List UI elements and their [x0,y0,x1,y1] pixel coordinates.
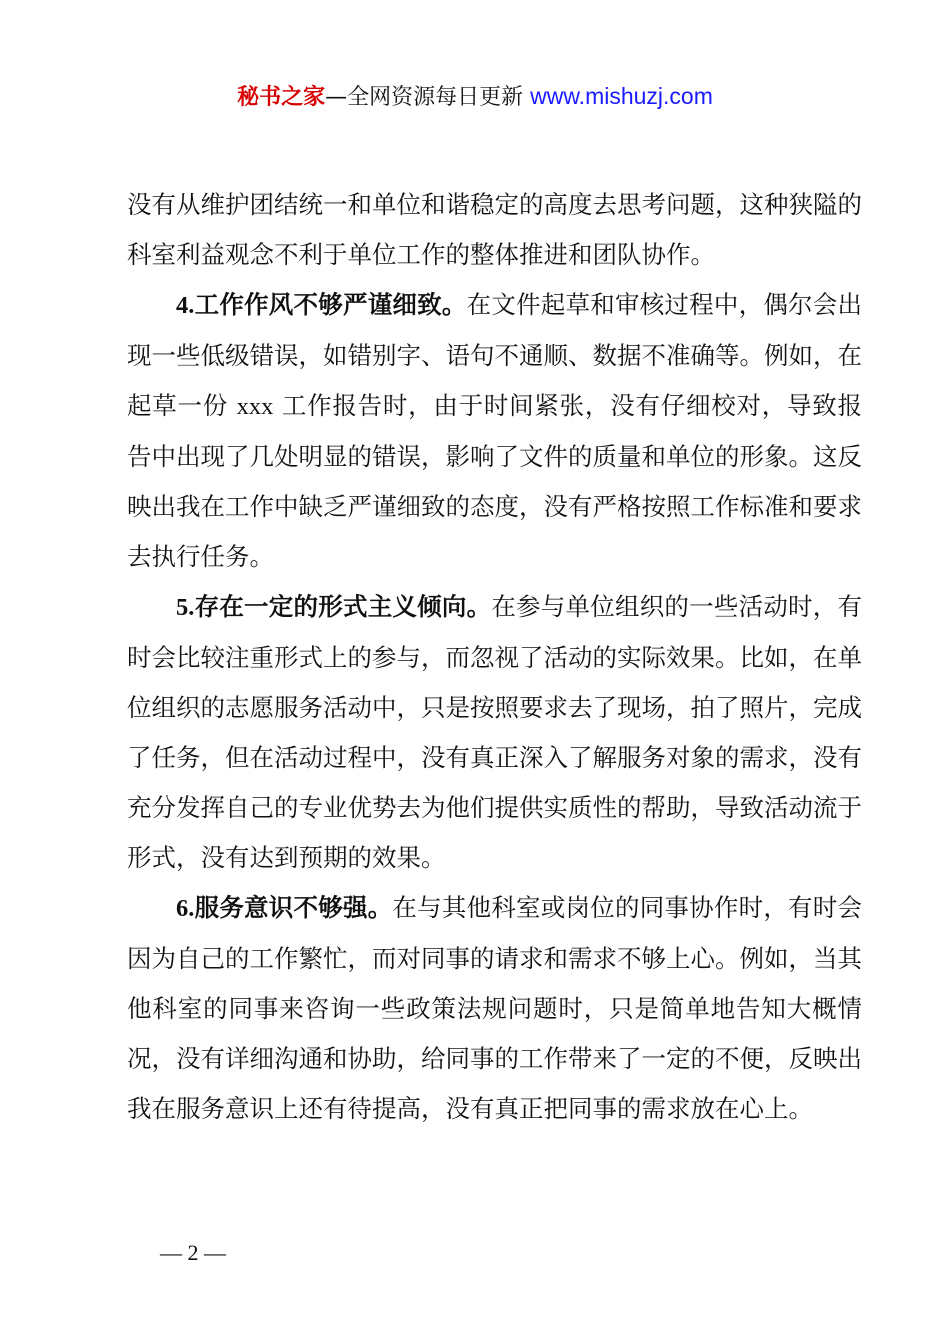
item-heading: 服务意识不够强。 [194,893,393,922]
paragraph-item-5 [127,582,862,883]
brand-name: 秘书之家 [237,85,326,110]
paragraph-text: 没有从维护团结统一和单位和谐稳定的高度去思考问题，这种狭隘的科室利益观念不利于单位工作的整体推进和团队协作。 [127,190,862,269]
paragraph-text: 在参与单位组织的一些活动时，有时会比较注重形式上的参与，而忽视了活动的实际效果。比如，在单位组织的志愿服务活动中，只是按照要求去了现场，拍了照片，完成了任务，但在活动过程中，没有真正深入了解服务对象的需求，没有充分发挥自己的专业优势去为他们提供实质性的帮助，导致活动流于形式，没有达到预期的效果。 [127,592,863,872]
site-url-link[interactable]: www.mishuzj.com [530,83,713,109]
site-banner [0,80,950,114]
banner-tagline: —全网资源每日更新 [325,85,531,110]
item-number: 5. [176,594,195,621]
paragraph-item-4 [127,280,862,582]
document-body [127,180,862,1134]
placeholder-text: xxx [236,393,274,420]
paragraph-text: 在文件起草和审核过程中，偶尔会出现一些低级错误，如错别字、语句不通顺、数据不准确等。例如，在起草一份 [127,290,863,420]
item-heading: 存在一定的形式主义倾向。 [194,592,492,621]
paragraph-continuation [127,180,862,280]
item-number: 4. [176,292,195,319]
paragraph-item-6 [127,883,862,1134]
paragraph-text: 工作报告时，由于时间紧张，没有仔细校对，导致报告中出现了几处明显的错误，影响了文件的质量和单位的形象。这反映出我在工作中缺乏严谨细致的态度，没有严格按照工作标准和要求去执行任务。 [127,391,862,571]
paragraph-text: 在与其他科室或岗位的同事协作时，有时会因为自己的工作繁忙，而对同事的请求和需求不够上心。例如，当其他科室的同事来咨询一些政策法规问题时，只是简单地告知大概情况，没有详细沟通和协助，给同事的工作带来了一定的不便，反映出我在服务意识上还有待提高，没有真正把同事的需求放在心上。 [127,893,863,1123]
item-heading: 工作作风不够严谨细致。 [194,290,467,319]
item-number: 6. [176,895,195,922]
page-number: — 2 — [160,1240,226,1265]
